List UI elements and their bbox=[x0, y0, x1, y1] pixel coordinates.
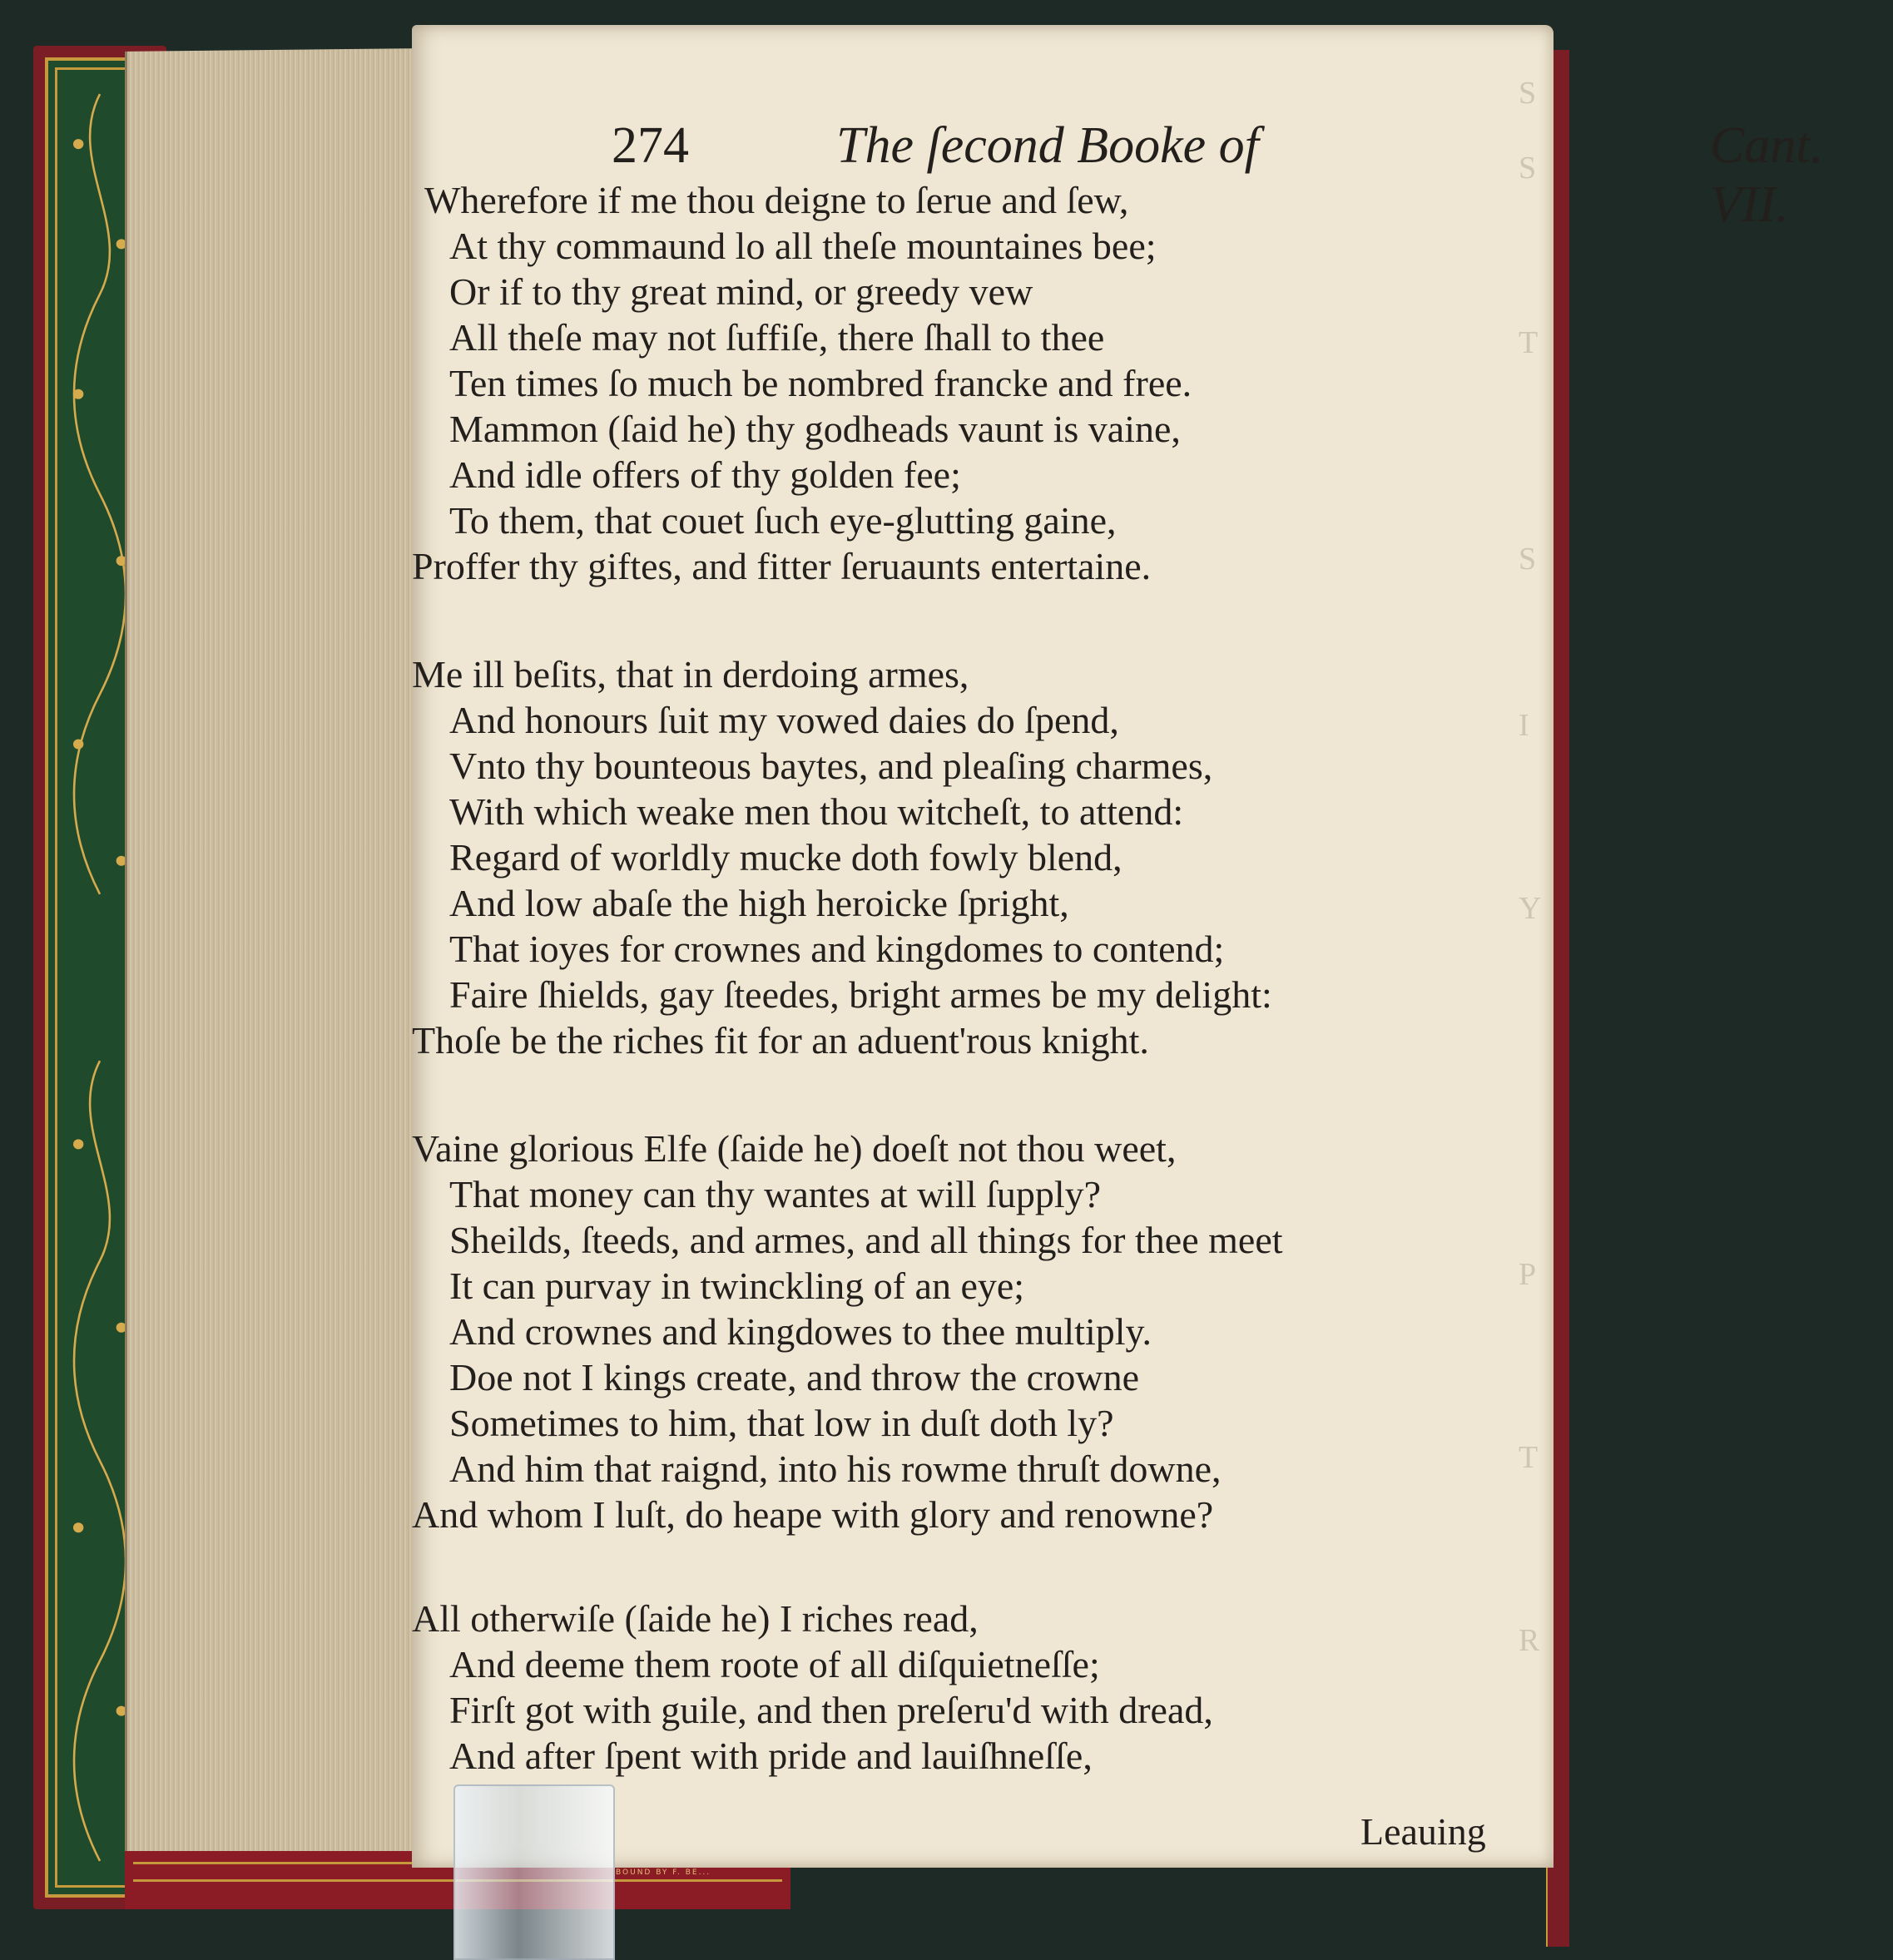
verse-line: At thy commaund lo all theſe mountaines bee; bbox=[449, 225, 1157, 267]
verse-line: And honours ſuit my vowed daies do ſpend, bbox=[449, 699, 1119, 741]
verse-line: Wherefore if me thou deigne to ſerue and ſew, bbox=[424, 179, 1129, 221]
binder-stamp: BOUND BY F. BE... bbox=[616, 1868, 711, 1877]
verse-line: All otherwiſe (ſaide he) I riches read, bbox=[412, 1597, 979, 1640]
verse-line: Doe not I kings create, and throw the crowne bbox=[449, 1356, 1139, 1398]
verse-line: Me ill beſits, that in derdoing armes, bbox=[412, 653, 969, 695]
verse-line: Sometimes to him, that low in duſt doth ly? bbox=[449, 1402, 1114, 1444]
verse-line: That ioyes for crownes and kingdomes to contend; bbox=[449, 928, 1225, 970]
verse-line: With which weake men thou witcheſt, to attend: bbox=[449, 790, 1184, 833]
verse-line: And after ſpent with pride and lauiſhneſſe, bbox=[449, 1735, 1093, 1777]
running-title: The ſecond Booke of bbox=[836, 117, 1259, 174]
verse-line: And whom I luſt, do heape with glory and renowne? bbox=[412, 1493, 1214, 1536]
verse-line: It can purvay in twinckling of an eye; bbox=[449, 1265, 1025, 1307]
verse-line: And low abaſe the high heroicke ſpright, bbox=[449, 882, 1069, 924]
verse-line: And crownes and kingdowes to thee multiply. bbox=[449, 1310, 1152, 1353]
verse-line: Regard of worldly mucke doth fowly blend, bbox=[449, 836, 1122, 879]
catchword: Leauing bbox=[1360, 1810, 1486, 1853]
acrylic-book-support bbox=[453, 1784, 615, 1960]
verse-line: And deeme them roote of all diſquietneſſe; bbox=[449, 1643, 1100, 1685]
verse-line: Mammon (ſaid he) thy godheads vaunt is vaine, bbox=[449, 408, 1181, 450]
verse-line: Sheilds, ſteeds, and armes, and all things for thee meet bbox=[449, 1219, 1283, 1261]
canto-label: Cant. VII. bbox=[1710, 117, 1824, 233]
verse-line: Faire ſhields, gay ſteedes, bright armes be my delight: bbox=[449, 973, 1272, 1016]
verse-line: All theſe may not ſuffiſe, there ſhall to thee bbox=[449, 316, 1105, 359]
verse-line: Or if to thy great mind, or greedy vew bbox=[449, 270, 1033, 313]
verse-line: Thoſe be the riches fit for an aduent'rous knight. bbox=[412, 1019, 1149, 1062]
book-page bbox=[412, 25, 1824, 1868]
verse-line: And idle offers of thy golden fee; bbox=[449, 453, 961, 496]
verse-line: Firſt got with guile, and then preſeru'd with dread, bbox=[449, 1689, 1213, 1731]
verse-line: To them, that couet ſuch eye-glutting gaine, bbox=[449, 499, 1117, 542]
verse-line: Vaine glorious Elfe (ſaide he) doeſt not thou weet, bbox=[412, 1127, 1177, 1170]
show-through-text: S S T S I Y P T R bbox=[1519, 76, 1542, 1658]
page-number: 274 bbox=[612, 117, 689, 174]
verse-line: Vnto thy bounteous baytes, and pleaſing charmes, bbox=[449, 745, 1213, 787]
verse-line: Proffer thy giftes, and fitter ſeruaunts entertaine. bbox=[412, 545, 1152, 587]
page-block-edge bbox=[125, 48, 419, 1865]
verse-line: And him that raignd, into his rowme thruſt downe, bbox=[449, 1448, 1222, 1490]
verse-line: That money can thy wantes at will ſupply? bbox=[449, 1173, 1102, 1215]
verse-line: Ten times ſo much be nombred francke and free. bbox=[449, 362, 1192, 404]
